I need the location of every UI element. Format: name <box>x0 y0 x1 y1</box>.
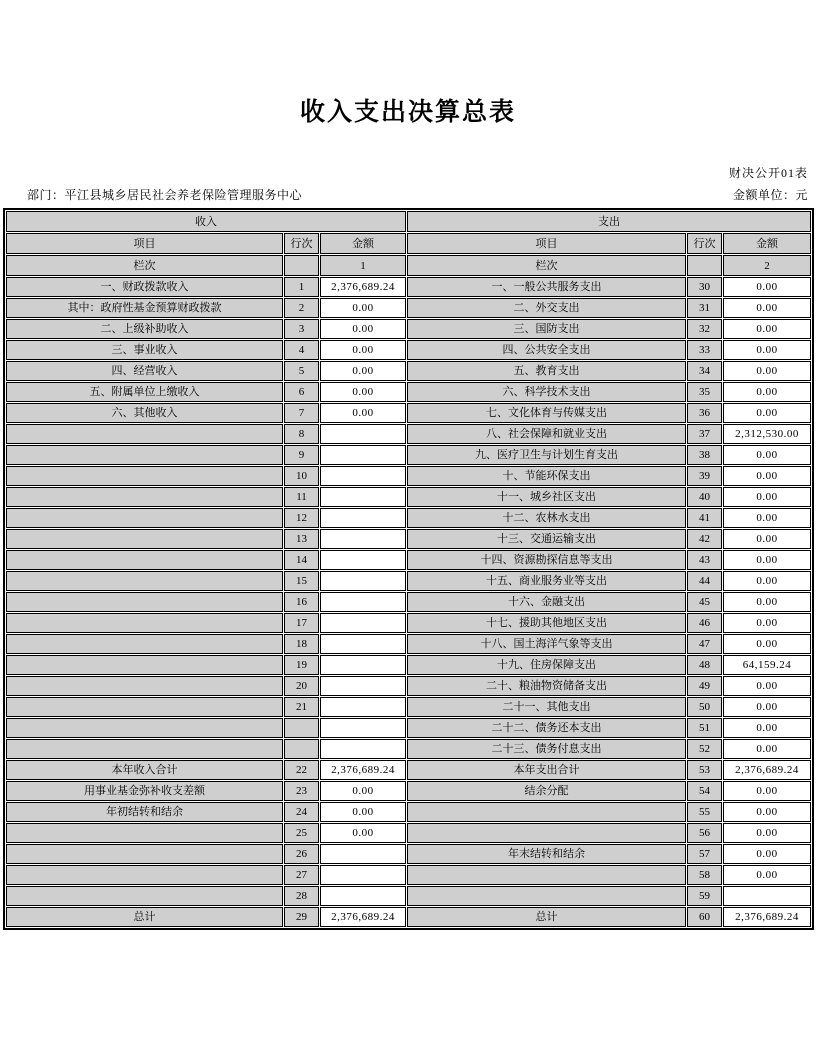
income-amount-cell: 0.00 <box>320 802 406 822</box>
expense-amount-cell: 0.00 <box>723 382 811 402</box>
expense-amount-cell: 0.00 <box>723 403 811 423</box>
income-item-cell: 本年收入合计 <box>6 760 283 780</box>
income-amount-cell <box>320 445 406 465</box>
income-amount-cell <box>320 676 406 696</box>
expense-item-cell: 五、教育支出 <box>407 361 686 381</box>
expense-line-cell: 50 <box>687 697 722 717</box>
income-item-cell <box>6 466 283 486</box>
expense-line-cell: 36 <box>687 403 722 423</box>
income-line-cell: 2 <box>284 298 319 318</box>
expense-amount-cell: 0.00 <box>723 676 811 696</box>
income-amount-cell: 0.00 <box>320 781 406 801</box>
income-amount-cell: 2,376,689.24 <box>320 277 406 297</box>
income-item-cell <box>6 592 283 612</box>
expense-amount-cell: 0.00 <box>723 739 811 759</box>
expense-line-cell: 54 <box>687 781 722 801</box>
expense-line-cell: 56 <box>687 823 722 843</box>
income-amount-cell: 0.00 <box>320 340 406 360</box>
income-section-header: 收入 <box>6 211 406 232</box>
expense-amount-cell: 0.00 <box>723 319 811 339</box>
income-lanci-blank <box>284 255 319 276</box>
expense-item-cell: 十四、资源勘探信息等支出 <box>407 550 686 570</box>
income-amount-cell <box>320 718 406 738</box>
expense-line-cell: 42 <box>687 529 722 549</box>
expense-lanci-blank <box>687 255 722 276</box>
income-line-cell: 29 <box>284 907 319 927</box>
expense-line-cell: 57 <box>687 844 722 864</box>
income-item-cell <box>6 613 283 633</box>
expense-amount-cell: 0.00 <box>723 508 811 528</box>
expense-amount-cell: 0.00 <box>723 340 811 360</box>
expense-amount-cell: 0.00 <box>723 718 811 738</box>
income-amount-cell: 0.00 <box>320 319 406 339</box>
table-row <box>6 361 811 381</box>
expense-amount-header: 金额 <box>723 233 811 254</box>
page-title: 收入支出决算总表 <box>299 97 516 126</box>
income-amount-cell <box>320 634 406 654</box>
table-row <box>6 823 811 843</box>
expense-line-cell: 60 <box>687 907 722 927</box>
income-amount-cell: 0.00 <box>320 823 406 843</box>
income-line-cell: 10 <box>284 466 319 486</box>
income-item-cell <box>6 697 283 717</box>
income-item-cell <box>6 508 283 528</box>
income-item-cell <box>6 676 283 696</box>
table-row <box>6 697 811 717</box>
income-item-cell <box>6 865 283 885</box>
expense-item-cell <box>407 886 686 906</box>
income-line-cell <box>284 739 319 759</box>
expense-amount-cell: 0.00 <box>723 613 811 633</box>
income-amount-cell <box>320 508 406 528</box>
expense-line-cell: 47 <box>687 634 722 654</box>
income-item-cell: 其中：政府性基金预算财政拨款 <box>6 298 283 318</box>
expense-section-header: 支出 <box>407 211 811 232</box>
expense-item-cell: 十八、国土海洋气象等支出 <box>407 634 686 654</box>
table-row <box>6 634 811 654</box>
income-line-cell: 15 <box>284 571 319 591</box>
expense-amount-cell <box>723 886 811 906</box>
expense-line-cell: 31 <box>687 298 722 318</box>
income-line-cell: 23 <box>284 781 319 801</box>
expense-amount-cell: 0.00 <box>723 571 811 591</box>
income-item-cell <box>6 844 283 864</box>
expense-line-cell: 45 <box>687 592 722 612</box>
income-amount-cell <box>320 865 406 885</box>
table-row <box>6 319 811 339</box>
expense-line-cell: 32 <box>687 319 722 339</box>
table-row <box>6 277 811 297</box>
table-row <box>6 718 811 738</box>
income-item-cell <box>6 550 283 570</box>
expense-line-cell: 51 <box>687 718 722 738</box>
table-row <box>6 613 811 633</box>
expense-amount-cell: 0.00 <box>723 277 811 297</box>
expense-item-cell <box>407 865 686 885</box>
expense-amount-cell: 0.00 <box>723 529 811 549</box>
expense-amount-cell: 0.00 <box>723 634 811 654</box>
expense-item-cell: 十、节能环保支出 <box>407 466 686 486</box>
expense-lanci-label: 栏次 <box>407 255 686 276</box>
expense-line-cell: 43 <box>687 550 722 570</box>
expense-item-cell: 总计 <box>407 907 686 927</box>
income-line-cell <box>284 718 319 738</box>
expense-line-cell: 53 <box>687 760 722 780</box>
expense-item-cell: 一、一般公共服务支出 <box>407 277 686 297</box>
expense-amount-cell: 0.00 <box>723 361 811 381</box>
income-line-cell: 17 <box>284 613 319 633</box>
expense-line-cell: 37 <box>687 424 722 444</box>
expense-amount-cell: 0.00 <box>723 445 811 465</box>
column-number-row <box>6 255 811 276</box>
income-line-cell: 22 <box>284 760 319 780</box>
income-item-cell: 一、财政拨款收入 <box>6 277 283 297</box>
expense-item-cell: 二、外交支出 <box>407 298 686 318</box>
table-row <box>6 340 811 360</box>
table-row <box>6 739 811 759</box>
table-row <box>6 445 811 465</box>
expense-line-cell: 30 <box>687 277 722 297</box>
expense-amount-cell: 0.00 <box>723 550 811 570</box>
income-line-cell: 1 <box>284 277 319 297</box>
expense-item-cell: 八、社会保障和就业支出 <box>407 424 686 444</box>
table-row <box>6 424 811 444</box>
income-line-cell: 26 <box>284 844 319 864</box>
income-amount-cell <box>320 424 406 444</box>
expense-amount-cell: 2,376,689.24 <box>723 760 811 780</box>
income-line-cell: 25 <box>284 823 319 843</box>
summary-table <box>3 208 814 930</box>
income-amount-cell <box>320 844 406 864</box>
table-row <box>6 466 811 486</box>
table-row <box>6 592 811 612</box>
income-amount-cell <box>320 886 406 906</box>
table-row <box>6 802 811 822</box>
income-line-cell: 11 <box>284 487 319 507</box>
expense-amount-cell: 2,312,530.00 <box>723 424 811 444</box>
table-row <box>6 487 811 507</box>
expense-item-cell <box>407 802 686 822</box>
income-item-cell: 总计 <box>6 907 283 927</box>
expense-item-cell: 二十一、其他支出 <box>407 697 686 717</box>
expense-line-cell: 35 <box>687 382 722 402</box>
expense-line-cell: 46 <box>687 613 722 633</box>
income-item-cell <box>6 424 283 444</box>
table-row <box>6 550 811 570</box>
income-item-cell <box>6 529 283 549</box>
income-amount-cell <box>320 613 406 633</box>
table-row <box>6 886 811 906</box>
table-row <box>6 382 811 402</box>
expense-item-cell: 十五、商业服务业等支出 <box>407 571 686 591</box>
expense-amount-cell: 0.00 <box>723 466 811 486</box>
income-line-cell: 20 <box>284 676 319 696</box>
income-item-cell <box>6 886 283 906</box>
income-item-cell <box>6 445 283 465</box>
expense-item-cell: 四、公共安全支出 <box>407 340 686 360</box>
expense-item-cell: 十三、交通运输支出 <box>407 529 686 549</box>
income-line-cell: 12 <box>284 508 319 528</box>
expense-column-number: 2 <box>723 255 811 276</box>
table-row <box>6 844 811 864</box>
income-amount-cell <box>320 487 406 507</box>
department-label: 部门：平江县城乡居民社会养老保险管理服务中心 <box>27 188 303 202</box>
income-amount-cell <box>320 571 406 591</box>
income-line-cell: 3 <box>284 319 319 339</box>
expense-amount-cell: 0.00 <box>723 298 811 318</box>
expense-amount-cell: 0.00 <box>723 697 811 717</box>
expense-line-cell: 39 <box>687 466 722 486</box>
income-item-cell <box>6 571 283 591</box>
expense-amount-cell: 0.00 <box>723 592 811 612</box>
income-line-cell: 14 <box>284 550 319 570</box>
expense-item-cell: 三、国防支出 <box>407 319 686 339</box>
form-number-label: 财决公开01表 <box>728 166 808 180</box>
income-amount-cell: 0.00 <box>320 403 406 423</box>
income-amount-header: 金额 <box>320 233 406 254</box>
income-line-cell: 21 <box>284 697 319 717</box>
expense-item-header: 项目 <box>407 233 686 254</box>
expense-amount-cell: 0.00 <box>723 823 811 843</box>
income-amount-cell <box>320 655 406 675</box>
income-line-cell: 13 <box>284 529 319 549</box>
expense-item-cell: 十一、城乡社区支出 <box>407 487 686 507</box>
expense-item-cell: 二十三、债务付息支出 <box>407 739 686 759</box>
expense-item-cell: 七、文化体育与传媒支出 <box>407 403 686 423</box>
income-item-cell <box>6 823 283 843</box>
table-row <box>6 571 811 591</box>
expense-item-cell: 九、医疗卫生与计划生育支出 <box>407 445 686 465</box>
expense-item-cell <box>407 823 686 843</box>
income-item-cell <box>6 739 283 759</box>
expense-line-cell: 52 <box>687 739 722 759</box>
income-amount-cell: 0.00 <box>320 361 406 381</box>
expense-line-cell: 44 <box>687 571 722 591</box>
expense-amount-cell: 0.00 <box>723 844 811 864</box>
expense-item-cell: 十七、援助其他地区支出 <box>407 613 686 633</box>
table-row <box>6 760 811 780</box>
income-item-cell <box>6 634 283 654</box>
income-line-cell: 5 <box>284 361 319 381</box>
expense-item-cell: 十六、金融支出 <box>407 592 686 612</box>
income-amount-cell <box>320 466 406 486</box>
expense-item-cell: 结余分配 <box>407 781 686 801</box>
table-row <box>6 298 811 318</box>
income-item-cell <box>6 487 283 507</box>
expense-line-cell: 38 <box>687 445 722 465</box>
column-header-row <box>6 233 811 254</box>
table-row <box>6 865 811 885</box>
unit-label: 金额单位：元 <box>732 188 808 202</box>
income-item-header: 项目 <box>6 233 283 254</box>
income-item-cell: 六、其他收入 <box>6 403 283 423</box>
income-line-cell: 24 <box>284 802 319 822</box>
income-amount-cell <box>320 592 406 612</box>
income-amount-cell: 2,376,689.24 <box>320 760 406 780</box>
income-item-cell: 四、经营收入 <box>6 361 283 381</box>
table-row <box>6 907 811 927</box>
income-item-cell: 三、事业收入 <box>6 340 283 360</box>
table-row <box>6 676 811 696</box>
income-amount-cell <box>320 550 406 570</box>
expense-line-cell: 34 <box>687 361 722 381</box>
income-amount-cell <box>320 739 406 759</box>
table-row <box>6 655 811 675</box>
income-item-cell: 年初结转和结余 <box>6 802 283 822</box>
expense-item-cell: 二十二、债务还本支出 <box>407 718 686 738</box>
income-amount-cell <box>320 697 406 717</box>
income-item-cell <box>6 655 283 675</box>
income-line-header: 行次 <box>284 233 319 254</box>
expense-line-cell: 55 <box>687 802 722 822</box>
expense-line-cell: 59 <box>687 886 722 906</box>
income-line-cell: 18 <box>284 634 319 654</box>
expense-item-cell: 十九、住房保障支出 <box>407 655 686 675</box>
income-item-cell: 用事业基金弥补收支差额 <box>6 781 283 801</box>
expense-line-cell: 41 <box>687 508 722 528</box>
income-amount-cell: 0.00 <box>320 298 406 318</box>
expense-amount-cell: 0.00 <box>723 802 811 822</box>
income-amount-cell <box>320 529 406 549</box>
expense-line-header: 行次 <box>687 233 722 254</box>
table-row <box>6 781 811 801</box>
expense-amount-cell: 0.00 <box>723 487 811 507</box>
expense-item-cell: 十二、农林水支出 <box>407 508 686 528</box>
income-amount-cell: 2,376,689.24 <box>320 907 406 927</box>
income-line-cell: 19 <box>284 655 319 675</box>
income-item-cell <box>6 718 283 738</box>
expense-line-cell: 49 <box>687 676 722 696</box>
expense-item-cell: 本年支出合计 <box>407 760 686 780</box>
income-column-number: 1 <box>320 255 406 276</box>
income-line-cell: 28 <box>284 886 319 906</box>
income-line-cell: 7 <box>284 403 319 423</box>
expense-line-cell: 40 <box>687 487 722 507</box>
table-row <box>6 508 811 528</box>
expense-item-cell: 二十、粮油物资储备支出 <box>407 676 686 696</box>
expense-amount-cell: 0.00 <box>723 865 811 885</box>
income-line-cell: 4 <box>284 340 319 360</box>
income-line-cell: 8 <box>284 424 319 444</box>
income-item-cell: 二、上级补助收入 <box>6 319 283 339</box>
income-lanci-label: 栏次 <box>6 255 283 276</box>
income-line-cell: 27 <box>284 865 319 885</box>
expense-line-cell: 58 <box>687 865 722 885</box>
income-line-cell: 9 <box>284 445 319 465</box>
table-row <box>6 529 811 549</box>
table-row <box>6 403 811 423</box>
expense-amount-cell: 0.00 <box>723 781 811 801</box>
expense-line-cell: 33 <box>687 340 722 360</box>
income-amount-cell: 0.00 <box>320 382 406 402</box>
income-line-cell: 6 <box>284 382 319 402</box>
expense-amount-cell: 2,376,689.24 <box>723 907 811 927</box>
expense-item-cell: 六、科学技术支出 <box>407 382 686 402</box>
income-item-cell: 五、附属单位上缴收入 <box>6 382 283 402</box>
expense-item-cell: 年末结转和结余 <box>407 844 686 864</box>
section-header-row <box>6 211 811 232</box>
expense-line-cell: 48 <box>687 655 722 675</box>
income-line-cell: 16 <box>284 592 319 612</box>
expense-amount-cell: 64,159.24 <box>723 655 811 675</box>
